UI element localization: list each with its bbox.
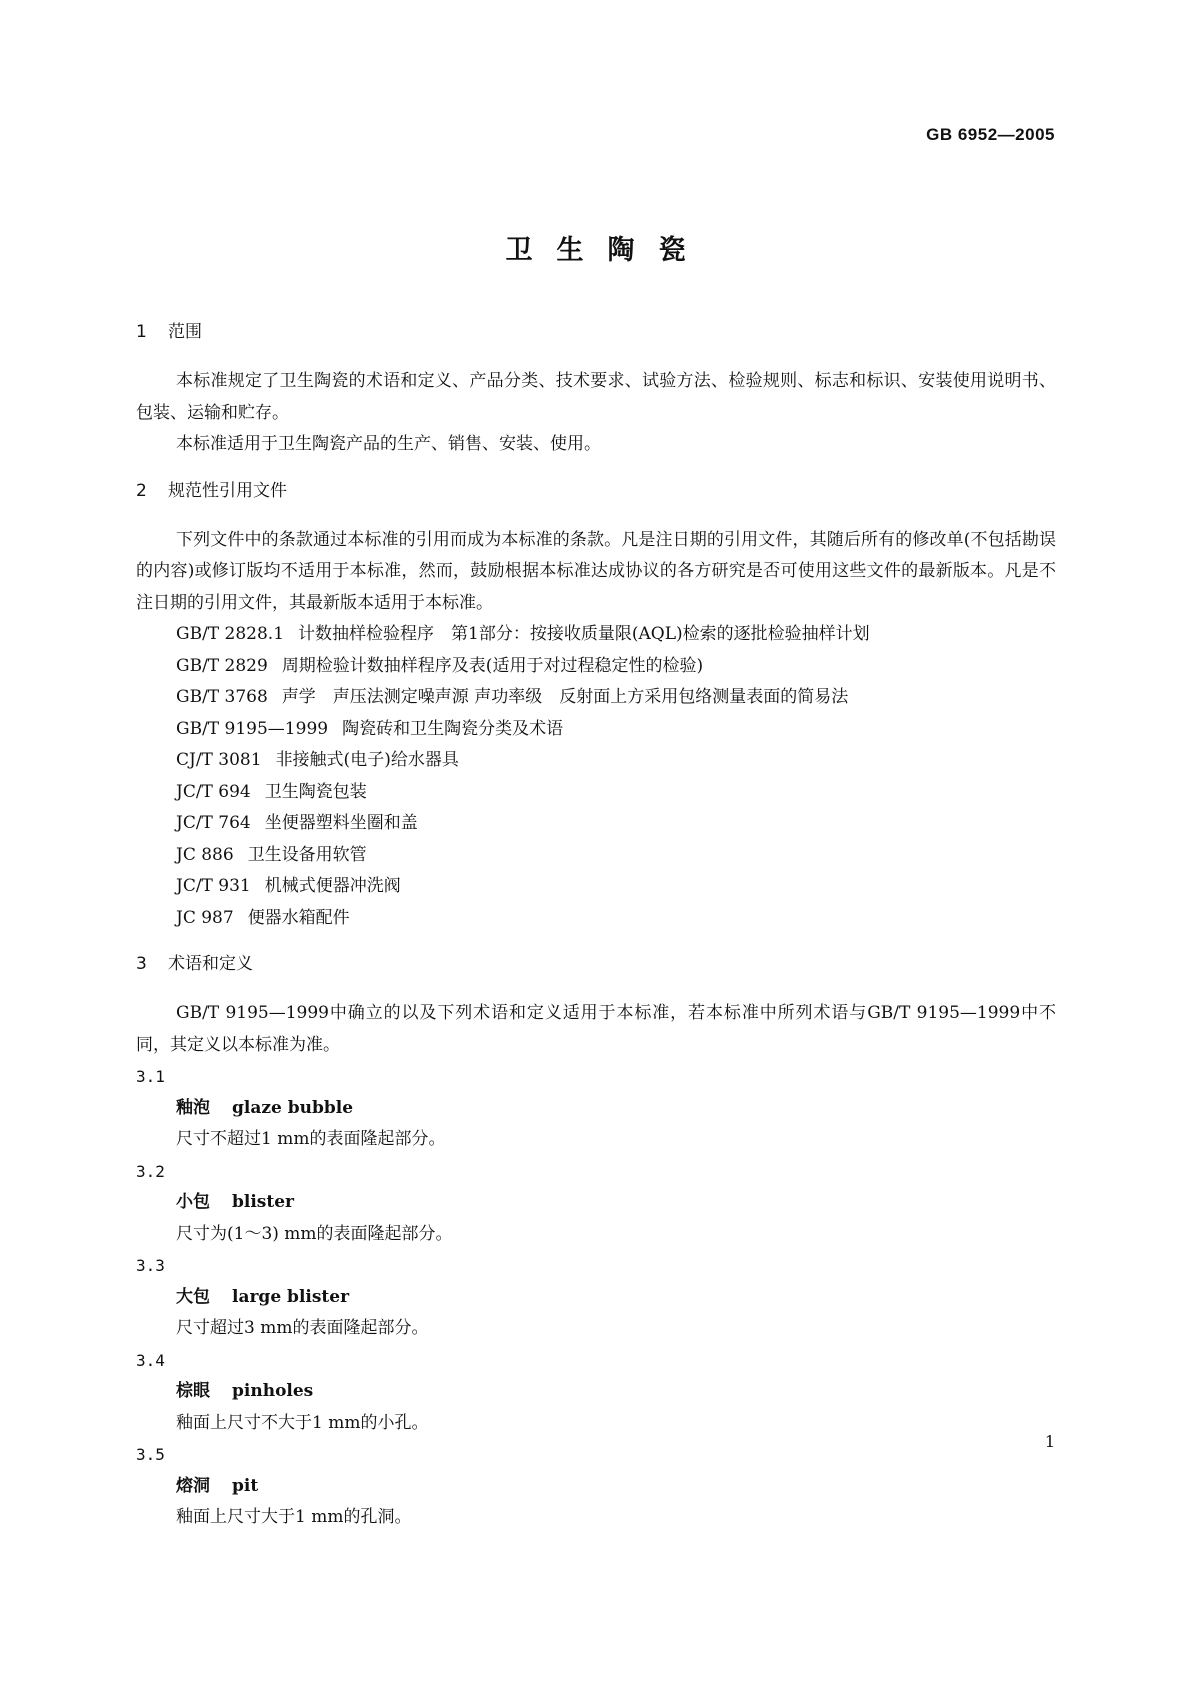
term-definition: 尺寸超过3 mm的表面隆起部分。 bbox=[176, 1318, 429, 1338]
term-name-zh: 熔洞 bbox=[176, 1475, 210, 1496]
section-number: 1 bbox=[136, 322, 147, 342]
reference-title: 陶瓷砖和卫生陶瓷分类及术语 bbox=[342, 718, 564, 739]
reference-title: 声学 声压法测定噪声源 声功率级 反射面上方采用包络测量表面的简易法 bbox=[281, 687, 849, 707]
section-1-heading bbox=[136, 318, 1056, 346]
reference-title: 便器水箱配件 bbox=[247, 907, 350, 928]
term-name-zh: 棕眼 bbox=[176, 1381, 210, 1401]
reference-item bbox=[136, 619, 1056, 651]
reference-code: JC/T 694 bbox=[176, 781, 251, 802]
term-name bbox=[136, 1282, 1056, 1314]
reference-code: GB/T 2829 bbox=[176, 655, 268, 676]
term-definition: 尺寸为(1～3) mm的表面隆起部分。 bbox=[176, 1223, 453, 1244]
reference-code: GB/T 2828.1 bbox=[176, 624, 285, 644]
section-title: 范围 bbox=[168, 322, 202, 342]
term-name bbox=[136, 1093, 1056, 1125]
document-body bbox=[136, 318, 1056, 1534]
term-name-zh: 大包 bbox=[176, 1286, 210, 1307]
reference-item bbox=[136, 745, 1056, 777]
page-number: 1 bbox=[1044, 1432, 1055, 1451]
reference-code: GB/T 3768 bbox=[176, 687, 268, 707]
reference-item bbox=[136, 808, 1056, 840]
term-name bbox=[136, 1187, 1056, 1219]
reference-item bbox=[136, 903, 1056, 935]
reference-item bbox=[136, 777, 1056, 809]
term-number: 3.3 bbox=[136, 1256, 165, 1275]
reference-item bbox=[136, 871, 1056, 903]
reference-list bbox=[136, 619, 1056, 934]
reference-code: JC 987 bbox=[176, 907, 234, 928]
term-entry bbox=[136, 1156, 1056, 1251]
terms-intro: GB/T 9195—1999中确立的以及下列术语和定义适用于本标准，若本标准中所列术语与GB/T 9195—1999中不同，其定义以本标准为准。 bbox=[136, 1003, 1056, 1055]
term-definition: 釉面上尺寸不大于1 mm的小孔。 bbox=[176, 1412, 429, 1433]
section-title: 术语和定义 bbox=[168, 954, 253, 974]
section-number: 3 bbox=[136, 954, 147, 974]
term-entry bbox=[136, 1061, 1056, 1156]
document-title: 卫生陶瓷 bbox=[505, 235, 710, 266]
term-name-en: large blister bbox=[232, 1286, 350, 1307]
term-definition: 尺寸不超过1 mm的表面隆起部分。 bbox=[176, 1129, 446, 1149]
reference-title: 周期检验计数抽样程序及表(适用于对过程稳定性的检验) bbox=[281, 655, 704, 676]
section-number: 2 bbox=[136, 480, 147, 501]
term-name-en: pinholes bbox=[232, 1381, 314, 1401]
term-number: 3.1 bbox=[136, 1067, 165, 1086]
standard-number: GB 6952—2005 bbox=[926, 125, 1055, 144]
term-definition: 釉面上尺寸大于1 mm的孔洞。 bbox=[176, 1507, 412, 1527]
reference-title: 卫生设备用软管 bbox=[247, 844, 367, 865]
term-entry bbox=[136, 1250, 1056, 1345]
term-name bbox=[136, 1376, 1056, 1408]
term-entry bbox=[136, 1345, 1056, 1440]
term-name-en: blister bbox=[232, 1192, 294, 1212]
reference-item bbox=[136, 651, 1056, 683]
reference-title: 非接触式(电子)给水器具 bbox=[275, 750, 459, 770]
term-number: 3.4 bbox=[136, 1350, 165, 1370]
scope-paragraph-1: 本标准规定了卫生陶瓷的术语和定义、产品分类、技术要求、试验方法、检验规则、标志和标识、安装使用说明书、包装、运输和贮存。 bbox=[136, 371, 1056, 423]
section-title: 规范性引用文件 bbox=[168, 480, 287, 501]
term-name-zh: 小包 bbox=[176, 1192, 210, 1212]
term-number: 3.2 bbox=[136, 1161, 165, 1181]
reference-title: 卫生陶瓷包装 bbox=[264, 781, 367, 802]
reference-code: GB/T 9195—1999 bbox=[176, 718, 329, 739]
reference-code: JC 886 bbox=[176, 844, 234, 865]
term-name-en: pit bbox=[232, 1475, 259, 1496]
reference-code: JC/T 764 bbox=[176, 813, 251, 833]
reference-item bbox=[136, 682, 1056, 714]
reference-title: 机械式便器冲洗阀 bbox=[264, 876, 401, 896]
reference-title: 计数抽样检验程序 第1部分：按接收质量限(AQL)检索的逐批检验抽样计划 bbox=[298, 624, 870, 644]
term-name-zh: 釉泡 bbox=[176, 1097, 210, 1118]
term-number: 3.5 bbox=[136, 1445, 165, 1464]
references-intro: 下列文件中的条款通过本标准的引用而成为本标准的条款。凡是注日期的引用文件，其随后所有的修改单(不包括勘误的内容)或修订版均不适用于本标准，然而，鼓励根据本标准达成协议的各方研究是否可使用这些文件的最新版本。凡是不注日期的引用文件，其最新版本适用于本标准。 bbox=[136, 529, 1056, 613]
section-2-heading bbox=[136, 477, 1056, 505]
reference-code: JC/T 931 bbox=[176, 876, 251, 896]
scope-paragraph-2: 本标准适用于卫生陶瓷产品的生产、销售、安装、使用。 bbox=[176, 434, 601, 454]
term-name bbox=[136, 1471, 1056, 1503]
reference-code: CJ/T 3081 bbox=[176, 750, 262, 770]
term-entry bbox=[136, 1439, 1056, 1534]
reference-item bbox=[136, 714, 1056, 746]
reference-item bbox=[136, 840, 1056, 872]
reference-title: 坐便器塑料坐圈和盖 bbox=[264, 813, 418, 833]
section-3-heading bbox=[136, 950, 1056, 978]
term-name-en: glaze bubble bbox=[232, 1097, 354, 1118]
